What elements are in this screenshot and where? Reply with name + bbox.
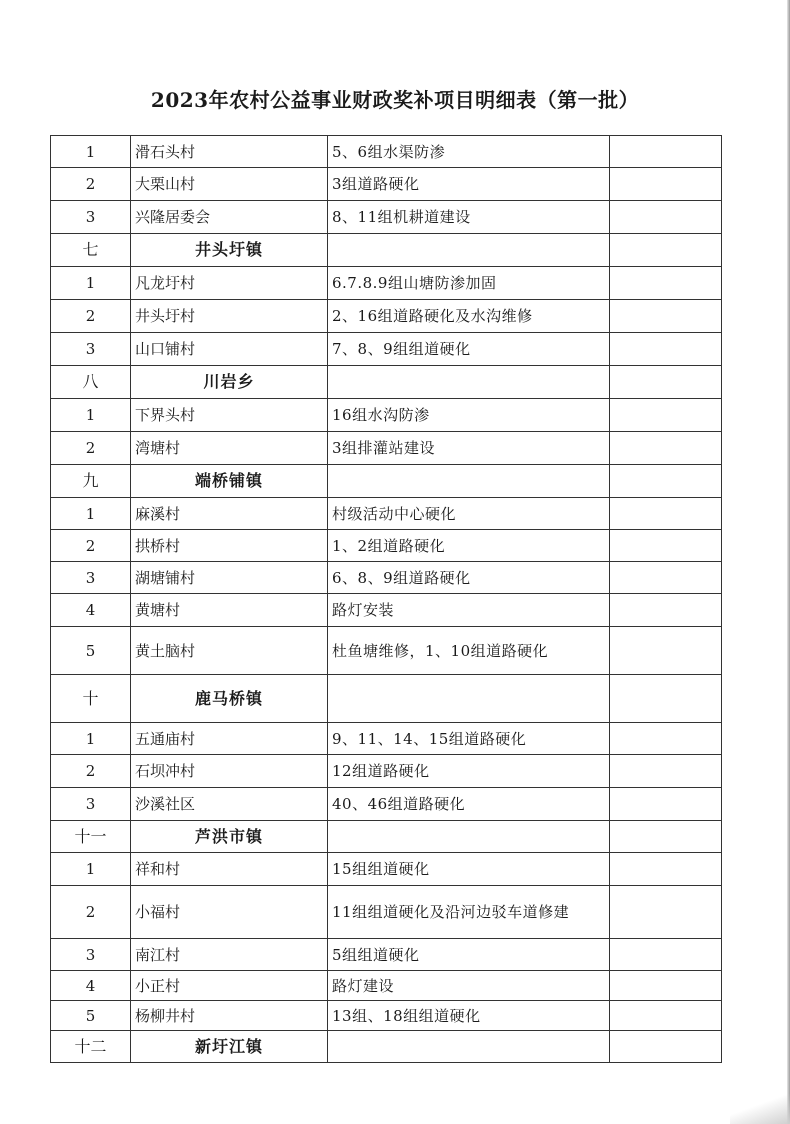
row-number-cell: 1 (51, 399, 131, 432)
row-number-cell: 3 (51, 333, 131, 366)
empty-cell (610, 234, 722, 267)
row-number-cell: 1 (51, 267, 131, 300)
empty-cell (610, 136, 722, 168)
village-name-cell: 南江村 (131, 939, 328, 971)
page-title: 2023年农村公益事业财政奖补项目明细表（第一批） (150, 88, 640, 112)
project-content-cell: 9、11、14、15组道路硬化 (328, 723, 610, 755)
table-row (51, 1001, 722, 1031)
project-content-cell: 15组组道硬化 (328, 853, 610, 886)
project-content-cell (328, 366, 610, 399)
row-number-cell: 十一 (51, 821, 131, 853)
project-content-cell: 3组排灌站建设 (328, 432, 610, 465)
project-content-cell: 7、8、9组组道硬化 (328, 333, 610, 366)
township-name-cell: 井头圩镇 (131, 234, 328, 267)
row-number-cell: 十 (51, 675, 131, 723)
row-number-cell: 九 (51, 465, 131, 498)
row-number-cell: 2 (51, 432, 131, 465)
village-name-cell: 小福村 (131, 886, 328, 939)
project-content-cell: 5、6组水渠防渗 (328, 136, 610, 168)
table-row (51, 939, 722, 971)
village-name-cell: 凡龙圩村 (131, 267, 328, 300)
empty-cell (610, 788, 722, 821)
row-number-cell: 3 (51, 788, 131, 821)
section-row (51, 366, 722, 399)
township-name-cell: 芦洪市镇 (131, 821, 328, 853)
row-number-cell: 1 (51, 853, 131, 886)
project-content-cell: 40、46组道路硬化 (328, 788, 610, 821)
table-row (51, 267, 722, 300)
empty-cell (610, 755, 722, 788)
table-row (51, 723, 722, 755)
table-row (51, 333, 722, 366)
village-name-cell: 五通庙村 (131, 723, 328, 755)
empty-cell (610, 971, 722, 1001)
empty-cell (610, 333, 722, 366)
empty-cell (610, 886, 722, 939)
empty-cell (610, 627, 722, 675)
empty-cell (610, 432, 722, 465)
empty-cell (610, 723, 722, 755)
project-content-cell (328, 1031, 610, 1063)
table-row (51, 755, 722, 788)
empty-cell (610, 366, 722, 399)
empty-cell (610, 530, 722, 562)
table-row (51, 201, 722, 234)
village-name-cell: 麻溪村 (131, 498, 328, 530)
village-name-cell: 湖塘铺村 (131, 562, 328, 594)
row-number-cell: 5 (51, 1001, 131, 1031)
row-number-cell: 4 (51, 594, 131, 627)
empty-cell (610, 562, 722, 594)
township-name-cell: 新圩江镇 (131, 1031, 328, 1063)
village-name-cell: 拱桥村 (131, 530, 328, 562)
section-row (51, 465, 722, 498)
township-name-cell: 鹿马桥镇 (131, 675, 328, 723)
village-name-cell: 小正村 (131, 971, 328, 1001)
row-number-cell: 1 (51, 723, 131, 755)
empty-cell (610, 498, 722, 530)
village-name-cell: 下界头村 (131, 399, 328, 432)
row-number-cell: 1 (51, 136, 131, 168)
empty-cell (610, 168, 722, 201)
project-content-cell: 13组、18组组道硬化 (328, 1001, 610, 1031)
row-number-cell: 3 (51, 201, 131, 234)
project-content-cell: 杜鱼塘维修，1、10组道路硬化 (328, 627, 610, 675)
project-content-cell: 16组水沟防渗 (328, 399, 610, 432)
project-content-cell: 5组组道硬化 (328, 939, 610, 971)
table-row (51, 886, 722, 939)
row-number-cell: 十二 (51, 1031, 131, 1063)
village-name-cell: 黄土脑村 (131, 627, 328, 675)
village-name-cell: 沙溪社区 (131, 788, 328, 821)
empty-cell (610, 399, 722, 432)
row-number-cell: 2 (51, 755, 131, 788)
table-row (51, 136, 722, 168)
row-number-cell: 3 (51, 939, 131, 971)
village-name-cell: 兴隆居委会 (131, 201, 328, 234)
table-row (51, 530, 722, 562)
village-name-cell: 祥和村 (131, 853, 328, 886)
project-content-cell: 3组道路硬化 (328, 168, 610, 201)
empty-cell (610, 267, 722, 300)
project-content-cell: 6、8、9组道路硬化 (328, 562, 610, 594)
village-name-cell: 大栗山村 (131, 168, 328, 201)
empty-cell (610, 1001, 722, 1031)
village-name-cell: 石坝冲村 (131, 755, 328, 788)
table-row (51, 853, 722, 886)
township-name-cell: 川岩乡 (131, 366, 328, 399)
empty-cell (610, 201, 722, 234)
table-row (51, 300, 722, 333)
row-number-cell: 2 (51, 886, 131, 939)
row-number-cell: 3 (51, 562, 131, 594)
project-content-cell: 12组道路硬化 (328, 755, 610, 788)
project-content-cell: 路灯建设 (328, 971, 610, 1001)
row-number-cell: 4 (51, 971, 131, 1001)
project-detail-table (50, 135, 722, 1063)
row-number-cell: 2 (51, 530, 131, 562)
project-content-cell (328, 465, 610, 498)
empty-cell (610, 300, 722, 333)
project-content-cell: 路灯安装 (328, 594, 610, 627)
table-row (51, 788, 722, 821)
project-content-cell: 11组组道硬化及沿河边驳车道修建 (328, 886, 610, 939)
section-row (51, 1031, 722, 1063)
table-row (51, 168, 722, 201)
empty-cell (610, 821, 722, 853)
project-content-cell: 8、11组机耕道建设 (328, 201, 610, 234)
section-row (51, 675, 722, 723)
table-row (51, 594, 722, 627)
empty-cell (610, 465, 722, 498)
table-row (51, 627, 722, 675)
empty-cell (610, 853, 722, 886)
table-row (51, 498, 722, 530)
empty-cell (610, 1031, 722, 1063)
row-number-cell: 2 (51, 300, 131, 333)
row-number-cell: 七 (51, 234, 131, 267)
project-content-cell: 6.7.8.9组山塘防渗加固 (328, 267, 610, 300)
row-number-cell: 2 (51, 168, 131, 201)
table-row (51, 971, 722, 1001)
village-name-cell: 黄塘村 (131, 594, 328, 627)
section-row (51, 234, 722, 267)
row-number-cell: 1 (51, 498, 131, 530)
row-number-cell: 八 (51, 366, 131, 399)
project-content-cell: 2、16组道路硬化及水沟维修 (328, 300, 610, 333)
project-content-cell: 村级活动中心硬化 (328, 498, 610, 530)
empty-cell (610, 939, 722, 971)
table-row (51, 562, 722, 594)
village-name-cell: 湾塘村 (131, 432, 328, 465)
table-body (51, 136, 722, 1063)
village-name-cell: 山口铺村 (131, 333, 328, 366)
empty-cell (610, 675, 722, 723)
scan-page-corner (730, 1094, 790, 1124)
village-name-cell: 杨柳井村 (131, 1001, 328, 1031)
project-content-cell (328, 675, 610, 723)
village-name-cell: 滑石头村 (131, 136, 328, 168)
township-name-cell: 端桥铺镇 (131, 465, 328, 498)
section-row (51, 821, 722, 853)
project-content-cell (328, 821, 610, 853)
row-number-cell: 5 (51, 627, 131, 675)
empty-cell (610, 594, 722, 627)
table-row (51, 399, 722, 432)
village-name-cell: 井头圩村 (131, 300, 328, 333)
table-row (51, 432, 722, 465)
project-content-cell (328, 234, 610, 267)
project-content-cell: 1、2组道路硬化 (328, 530, 610, 562)
